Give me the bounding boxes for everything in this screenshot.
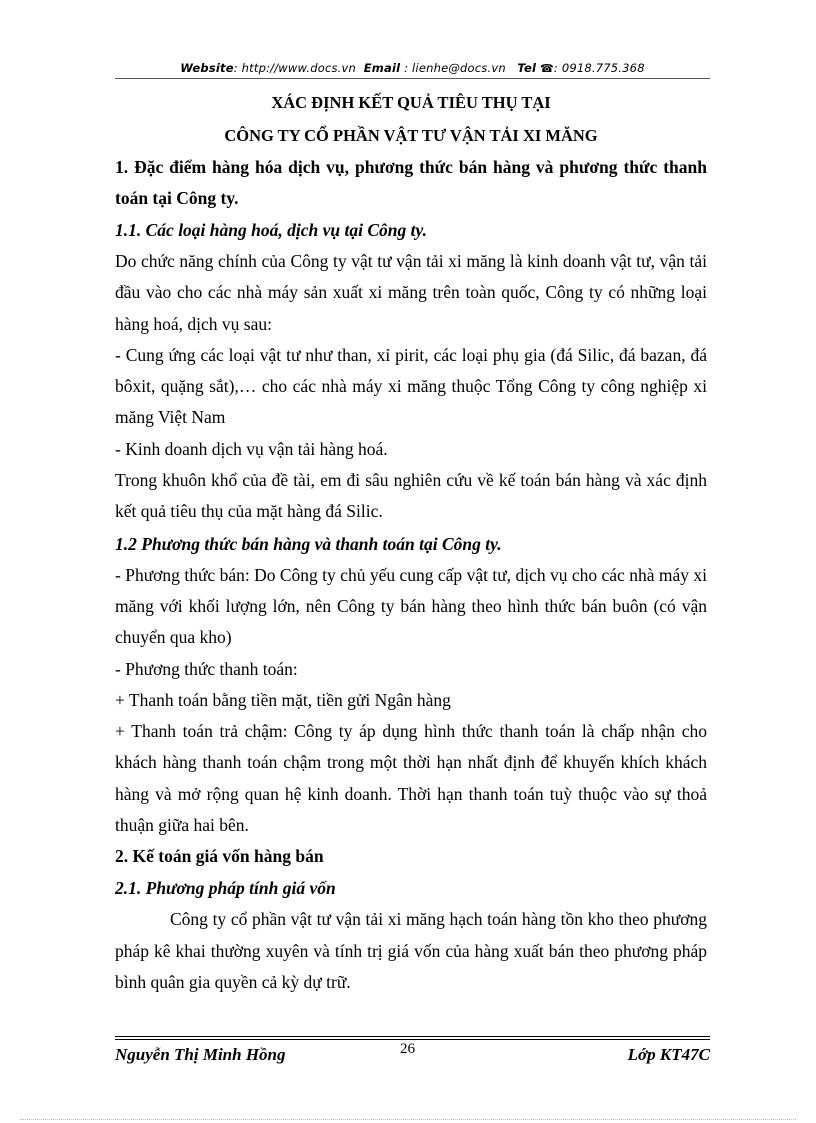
document-title-line2: CÔNG TY CỔ PHẦN VẬT TƯ VẬN TẢI XI MĂNG	[224, 126, 598, 145]
section1-1-paragraph1: Do chức năng chính của Công ty vật tư vận tải xi măng là kinh doanh vật tư, vận tải đầu vào cho các nhà máy sản xuất xi măng trên toàn quốc, Công ty có những loại hàng hoá, dịch vụ sau:	[115, 251, 707, 334]
page-bottom-divider	[20, 1119, 796, 1120]
section2-1-paragraph1: Công ty cổ phần vật tư vận tải xi măng hạch toán hàng tồn kho theo phương pháp kê khai thường xuyên và tính trị giá vốn của hàng xuất bán theo phương pháp bình quân gia quyền cả kỳ dự trữ.	[115, 909, 707, 992]
section1-2-heading: 1.2 Phương thức bán hàng và thanh toán tại Công ty.	[115, 533, 502, 554]
document-title-line1: XÁC ĐỊNH KẾT QUẢ TIÊU THỤ TẠI	[271, 93, 551, 112]
section1-heading: 1. Đặc điểm hàng hóa dịch vụ, phương thức bán hàng và phương thức thanh toán tại Công ty.	[115, 157, 707, 208]
footer-divider	[115, 1039, 710, 1040]
section1-2-paragraph2: - Phương thức thanh toán:	[115, 658, 298, 679]
section1-2-paragraph4: + Thanh toán trả chậm: Công ty áp dụng hình thức thanh toán là chấp nhận cho khách hàng thanh toán chậm trong một thời hạn nhất định để khuyến khích khách hàng và mở rộng quan hệ kinh doanh. Thời hạn thanh toán tuỳ thuộc vào sự thoả thuận giữa hai bên.	[115, 721, 707, 836]
page-footer	[115, 1036, 710, 1071]
section1-1-heading: 1.1. Các loại hàng hoá, dịch vụ tại Công ty.	[115, 220, 427, 240]
document-body	[115, 86, 707, 998]
section1-1-paragraph3: - Kinh doanh dịch vụ vận tải hàng hoá.	[115, 438, 388, 459]
section1-1-paragraph4: Trong khuôn khổ của đề tài, em đi sâu nghiên cứu về kế toán bán hàng và xác định kết quả tiêu thụ của mặt hàng đá Silic.	[115, 470, 707, 522]
email-label: Email	[363, 61, 401, 75]
website-label: Website	[180, 61, 234, 75]
email-address[interactable]: : lienhe@docs.vn	[404, 61, 506, 75]
website-url[interactable]: : http://www.docs.vn	[233, 61, 357, 75]
tel-number: : 0918.775.368	[553, 61, 645, 75]
footer-author: Nguyễn Thị Minh Hồng	[115, 1045, 286, 1064]
section2-heading: 2. Kế toán giá vốn hàng bán	[115, 846, 324, 867]
section1-2-paragraph3: + Thanh toán bằng tiền mặt, tiền gửi Ngân hàng	[115, 689, 451, 710]
phone-icon: ☎	[540, 62, 554, 75]
section1-2-paragraph1: - Phương thức bán: Do Công ty chủ yếu cung cấp vật tư, dịch vụ cho các nhà máy xi măng với khối lượng lớn, nên Công ty bán hàng theo hình thức bán buôn (có vận chuyển qua kho)	[115, 564, 707, 648]
section1-1-paragraph2: - Cung ứng các loại vật tư như than, xỉ pirit, các loại phụ gia (đá Silic, đá bazan, đá bôxit, quặng sắt),… cho các nhà máy xi măng thuộc Tổng Công ty công nghiệp xi măng Việt Nam	[115, 344, 707, 428]
page-header	[115, 59, 710, 79]
page-number: 26	[400, 1041, 415, 1057]
footer-class: Lớp KT47C	[627, 1045, 710, 1064]
section2-1-heading: 2.1. Phương pháp tính giá vốn	[115, 878, 336, 899]
tel-label: Tel	[517, 61, 537, 75]
